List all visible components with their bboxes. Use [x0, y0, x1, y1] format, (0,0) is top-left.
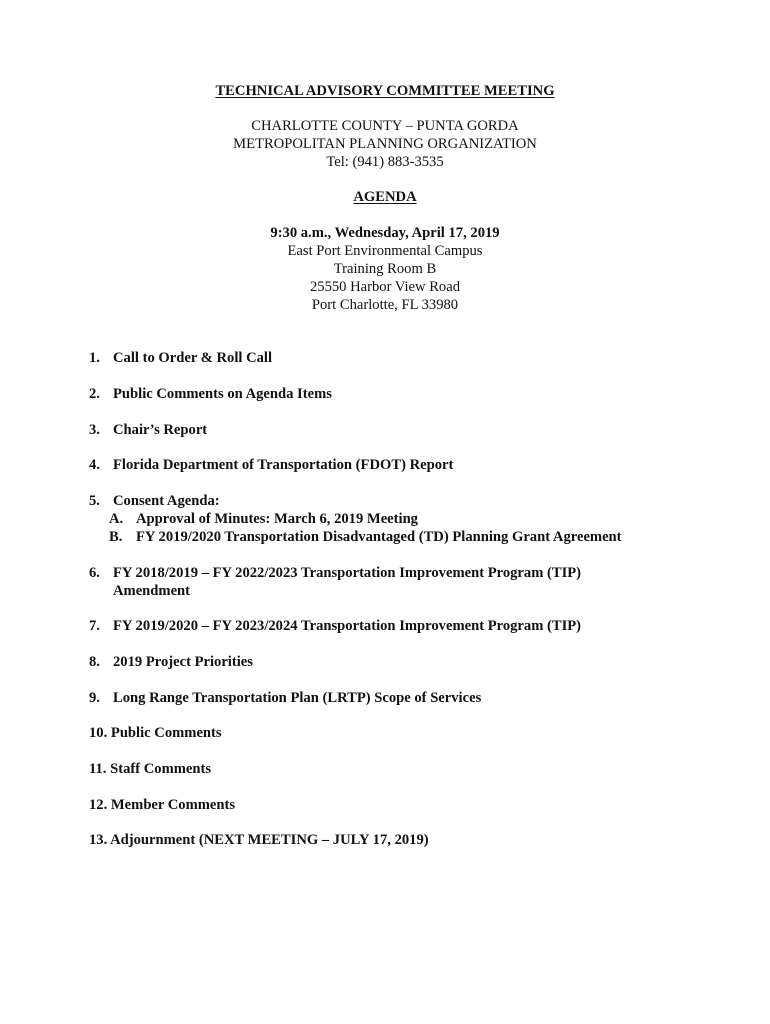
agenda-item-number: 6. — [89, 565, 100, 581]
agenda-item-number: 4. — [89, 457, 100, 473]
agenda-item-number: 3. — [89, 422, 100, 438]
agenda-subitem — [109, 510, 418, 528]
agenda-item-text: Florida Department of Transportation (FDOT) Report — [113, 457, 454, 473]
agenda-item — [89, 349, 272, 367]
agenda-item-text: FY 2019/2020 – FY 2023/2024 Transportation Improvement Program (TIP) — [113, 618, 582, 634]
meeting-datetime: 9:30 a.m., Wednesday, April 17, 2019 — [270, 225, 500, 241]
agenda-item — [89, 689, 481, 707]
org-line-2: METROPOLITAN PLANNING ORGANIZATION — [233, 136, 537, 152]
agenda-subitem-letter: B. — [109, 529, 123, 545]
agenda-item — [89, 617, 581, 635]
agenda-item-text: Public Comments — [110, 725, 222, 741]
meeting-title: TECHNICAL ADVISORY COMMITTEE MEETING — [215, 83, 555, 99]
agenda-item-number: 13. — [89, 832, 108, 848]
agenda-item-text: Consent Agenda: — [113, 493, 220, 509]
agenda-item-text: Staff Comments — [110, 761, 212, 777]
agenda-item — [89, 385, 332, 403]
agenda-item-number: 12. — [89, 797, 108, 813]
agenda-item — [89, 421, 207, 439]
agenda-item — [89, 564, 581, 582]
agenda-subitem-letter: A. — [109, 511, 124, 527]
agenda-item-text: Member Comments — [110, 797, 236, 813]
agenda-item-number: 10. — [89, 725, 108, 741]
venue-city: Port Charlotte, FL 33980 — [311, 297, 459, 313]
agenda-item-text: FY 2018/2019 – FY 2022/2023 Transportation Improvement Program (TIP) — [113, 565, 582, 581]
agenda-subitem — [109, 528, 622, 546]
agenda-item — [89, 492, 220, 510]
agenda-item — [89, 724, 222, 742]
agenda-item-number: 1. — [89, 350, 100, 366]
agenda-item-text: Adjournment (NEXT MEETING – JULY 17, 2019) — [110, 832, 429, 848]
venue-name: East Port Environmental Campus — [287, 243, 483, 259]
agenda-item-continuation: Amendment — [113, 583, 191, 599]
agenda-item-text: Call to Order & Roll Call — [113, 350, 273, 366]
agenda-item — [89, 831, 429, 849]
org-line-1: CHARLOTTE COUNTY – PUNTA GORDA — [251, 118, 519, 134]
agenda-item-text: Public Comments on Agenda Items — [113, 386, 332, 402]
venue-room: Training Room B — [333, 261, 437, 277]
agenda-item — [89, 653, 253, 671]
agenda-item-text: Long Range Transportation Plan (LRTP) Scope of Services — [113, 690, 482, 706]
agenda-subitem-text: FY 2019/2020 Transportation Disadvantaged (TD) Planning Grant Agreement — [136, 529, 622, 545]
agenda-item-text: 2019 Project Priorities — [113, 654, 253, 670]
agenda-item — [89, 456, 453, 474]
agenda-item-number: 9. — [89, 690, 100, 706]
agenda-item — [89, 760, 211, 778]
agenda-item-text: Chair’s Report — [113, 422, 208, 438]
agenda-heading: AGENDA — [353, 189, 417, 205]
agenda-item-number: 2. — [89, 386, 100, 402]
agenda-item-number: 8. — [89, 654, 100, 670]
agenda-item-number: 11. — [89, 761, 107, 777]
agenda-item-number: 7. — [89, 618, 100, 634]
agenda-item-number: 5. — [89, 493, 100, 509]
agenda-subitem-text: Approval of Minutes: March 6, 2019 Meeting — [136, 511, 418, 527]
phone-number: Tel: (941) 883-3535 — [326, 154, 444, 170]
venue-street: 25550 Harbor View Road — [309, 279, 461, 295]
agenda-item — [89, 796, 235, 814]
